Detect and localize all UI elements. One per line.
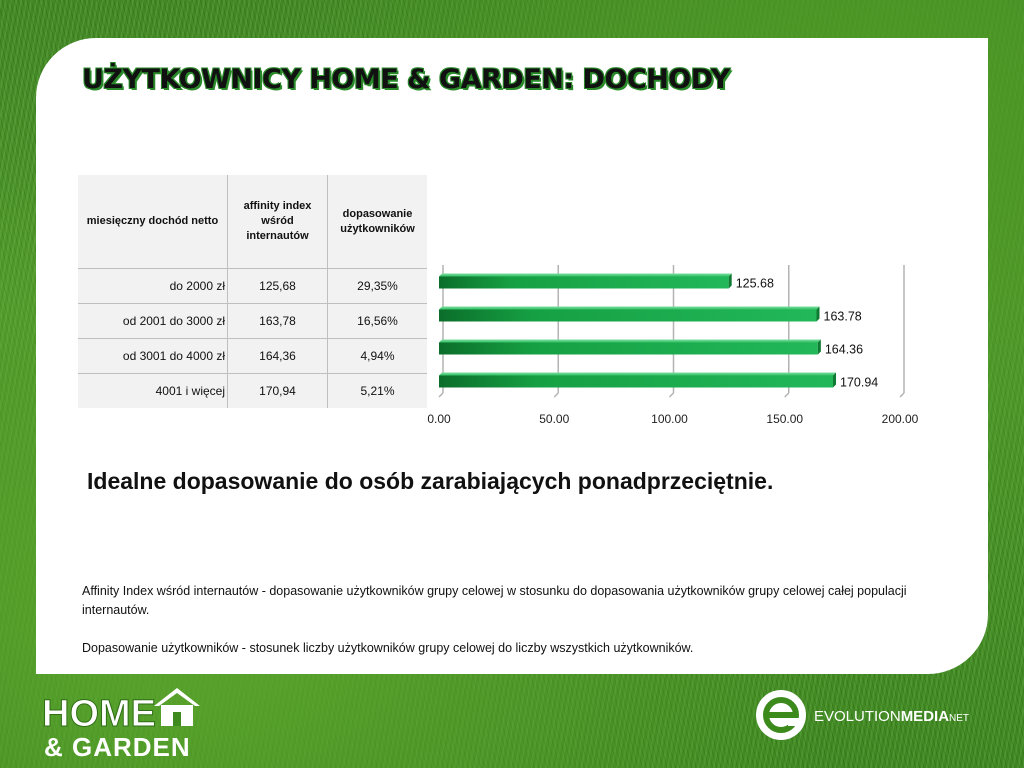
cell-income: do 2000 zł	[78, 269, 228, 304]
grid-line-foot	[439, 393, 443, 397]
bar-value-label: 170.94	[840, 375, 879, 390]
chart-bars	[439, 274, 836, 388]
header-match: dopasowanie użytkowników	[328, 175, 428, 269]
headline: Idealne dopasowanie do osób zarabiających ponadprzeciętnie.	[87, 468, 774, 494]
note-match-definition: Dopasowanie użytkowników - stosunek liczby użytkowników grupy celowej do liczby wszystkich użytkowników.	[82, 641, 694, 655]
bar-value-label: 163.78	[823, 309, 862, 324]
cell-affinity: 170,94	[228, 374, 328, 409]
grid-line-foot	[554, 393, 558, 397]
cell-income: od 3001 do 4000 zł	[78, 339, 228, 374]
cell-match: 5,21%	[328, 374, 428, 409]
home-logo-line2: & GARDEN	[44, 732, 191, 760]
income-table	[78, 175, 427, 408]
home-logo-line1: HOME	[42, 693, 156, 735]
slide-title: UŻYTKOWNICY HOME & GARDEN: DOCHODY	[82, 64, 730, 95]
cell-match: 4,94%	[328, 339, 428, 374]
header-affinity: affinity index wśród internautów	[228, 175, 328, 269]
x-tick-label: 0.00	[427, 412, 451, 426]
bar	[439, 340, 821, 355]
bar-value-label: 125.68	[735, 276, 774, 291]
evo-text-part2: MEDIA	[900, 708, 950, 725]
bar-value-label: 164.36	[824, 342, 864, 357]
evo-text-part3: NET	[949, 713, 970, 724]
bar	[439, 274, 732, 289]
cell-income: 4001 i więcej	[78, 374, 228, 409]
house-icon	[154, 688, 200, 726]
x-tick-label: 150.00	[766, 412, 804, 426]
grid-line-foot	[670, 393, 674, 397]
bar	[439, 307, 820, 322]
cell-affinity: 164,36	[228, 339, 328, 374]
note-affinity-definition: Affinity Index wśród internautów - dopasowanie użytkowników grupy celowej w stosunku do dopasowania użytkowników grupy celowej całej populacji internautów.	[82, 584, 907, 617]
grid-line-foot	[900, 393, 904, 397]
cell-match: 16,56%	[328, 304, 428, 339]
table-row	[78, 339, 427, 374]
home-garden-logo	[42, 684, 212, 760]
table-row	[78, 304, 427, 339]
evo-text-part1: EVOLUTION	[814, 708, 901, 725]
svg-text:EVOLUTIONMEDIANET	[814, 708, 969, 725]
table-row	[78, 269, 427, 304]
affinity-bar-chart	[420, 255, 940, 435]
cell-match: 29,35%	[328, 269, 428, 304]
evolution-media-logo	[754, 688, 984, 744]
grid-line-foot	[785, 393, 789, 397]
x-tick-label: 100.00	[651, 412, 688, 426]
bar	[439, 373, 836, 388]
cell-income: od 2001 do 3000 zł	[78, 304, 228, 339]
cell-affinity: 163,78	[228, 304, 328, 339]
x-tick-label: 50.00	[539, 412, 570, 426]
x-tick-label: 200.00	[881, 412, 919, 426]
table-row	[78, 374, 427, 409]
header-income: miesięczny dochód netto	[78, 175, 228, 269]
cell-affinity: 125,68	[228, 269, 328, 304]
evolution-e-icon	[756, 690, 806, 740]
chart-x-ticks	[427, 412, 918, 426]
table-header-row	[78, 175, 427, 269]
